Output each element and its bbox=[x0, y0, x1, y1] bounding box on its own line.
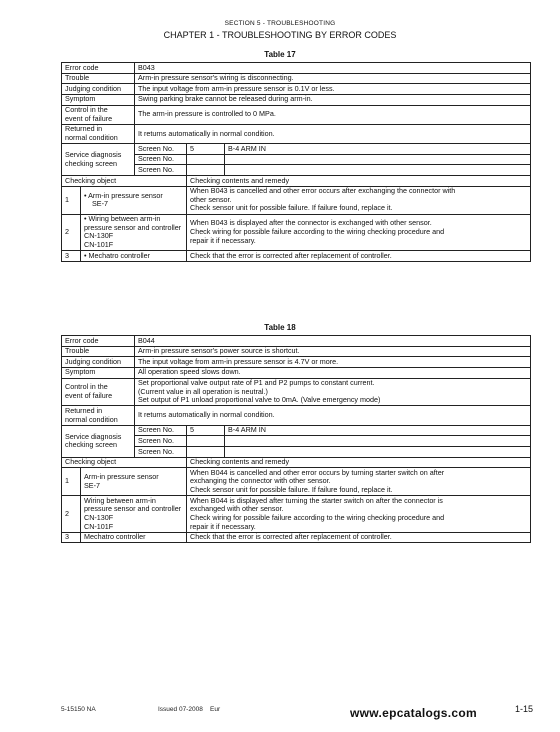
table-18-caption: Table 18 bbox=[264, 323, 296, 332]
footer-language: Eur bbox=[210, 706, 221, 713]
table-row bbox=[62, 73, 531, 84]
judging-label: Judging condition bbox=[62, 357, 135, 368]
table-row bbox=[62, 186, 531, 214]
table-row bbox=[62, 124, 531, 143]
trouble-label: Trouble bbox=[62, 73, 135, 84]
screen-label: Screen No. bbox=[135, 154, 187, 165]
footer-issued: Issued 07-2008 bbox=[158, 706, 203, 713]
symptom-value: All operation speed slows down. bbox=[135, 367, 531, 378]
table-row bbox=[62, 251, 531, 262]
table-row bbox=[62, 357, 531, 368]
trouble-value: Arm-in pressure sensor's power source is shortcut. bbox=[135, 346, 531, 357]
check-object: • Arm-in pressure sensor SE-7 bbox=[81, 186, 187, 214]
check-number: 2 bbox=[62, 214, 81, 251]
symptom-label: Symptom bbox=[62, 94, 135, 105]
table-row bbox=[62, 457, 531, 468]
control-value: The arm-in pressure is controlled to 0 MPa. bbox=[135, 105, 531, 124]
check-remedy: When B043 is displayed after the connector is exchanged with other sensor. Check wiring for possible failure according to the wiring checking procedure and repair it if necessary. bbox=[187, 214, 531, 251]
check-remedy: Check that the error is corrected after replacement of controller. bbox=[187, 251, 531, 262]
screen-no: 5 bbox=[187, 144, 225, 155]
screen-label: Screen No. bbox=[135, 447, 187, 458]
table-row bbox=[62, 425, 531, 436]
error-code-label: Error code bbox=[62, 336, 135, 347]
returned-label: Returned in normal condition bbox=[62, 124, 135, 143]
check-number: 3 bbox=[62, 251, 81, 262]
screen-label: Screen No. bbox=[135, 425, 187, 436]
footer-doc-number: 5-15150 NA bbox=[61, 706, 96, 713]
screen-item: B-4 ARM IN bbox=[225, 425, 531, 436]
control-label: Control in the event of failure bbox=[62, 378, 135, 406]
judging-value: The input voltage from arm-in pressure sensor is 4.7V or more. bbox=[135, 357, 531, 368]
judging-label: Judging condition bbox=[62, 84, 135, 95]
screen-item bbox=[225, 165, 531, 176]
check-remedy: When B044 is displayed after turning the starter switch on after the connector is exchanged with other sensor. Check wiring for possible failure according to the wiring checking procedure and repair it if necessary. bbox=[187, 496, 531, 533]
table-row bbox=[62, 94, 531, 105]
table-row bbox=[62, 105, 531, 124]
table-row bbox=[62, 406, 531, 425]
table-row bbox=[62, 63, 531, 74]
page-number: 1-15 bbox=[515, 704, 534, 714]
returned-value: It returns automatically in normal condition. bbox=[135, 406, 531, 425]
checking-object-header: Checking object bbox=[62, 457, 187, 468]
checking-object-header: Checking object bbox=[62, 176, 187, 187]
returned-value: It returns automatically in normal condition. bbox=[135, 124, 531, 143]
screen-item bbox=[225, 154, 531, 165]
control-value: Set proportional valve output rate of P1 and P2 pumps to constant current. (Current value in all operation is neutral.) Set output of P1 unload proportional valve to 0mA. (Valve emergency mode) bbox=[135, 378, 531, 406]
table-row bbox=[62, 496, 531, 533]
service-label: Service diagnosis checking screen bbox=[62, 425, 135, 457]
check-remedy: When B043 is cancelled and other error occurs after exchanging the connector with other sensor. Check sensor unit for possible failure. If failure found, replace it. bbox=[187, 186, 531, 214]
check-number: 1 bbox=[62, 468, 81, 496]
screen-item bbox=[225, 436, 531, 447]
table-row bbox=[62, 144, 531, 155]
table-row bbox=[62, 346, 531, 357]
screen-no: 5 bbox=[187, 425, 225, 436]
screen-item bbox=[225, 447, 531, 458]
trouble-value: Arm-in pressure sensor's wiring is disconnecting. bbox=[135, 73, 531, 84]
table-row bbox=[62, 336, 531, 347]
error-code-value: B043 bbox=[135, 63, 531, 74]
error-code-label: Error code bbox=[62, 63, 135, 74]
screen-no bbox=[187, 154, 225, 165]
section-title: SECTION 5 - TROUBLESHOOTING bbox=[224, 20, 336, 27]
check-number: 1 bbox=[62, 186, 81, 214]
table-row bbox=[62, 532, 531, 543]
screen-no bbox=[187, 436, 225, 447]
error-table-b043 bbox=[61, 62, 531, 262]
screen-label: Screen No. bbox=[135, 165, 187, 176]
check-number: 3 bbox=[62, 532, 81, 543]
error-table-b044 bbox=[61, 335, 531, 543]
symptom-value: Swing parking brake cannot be released during arm-in. bbox=[135, 94, 531, 105]
screen-item: B-4 ARM IN bbox=[225, 144, 531, 155]
table-row bbox=[62, 468, 531, 496]
check-number: 2 bbox=[62, 496, 81, 533]
table-row bbox=[62, 367, 531, 378]
table-row bbox=[62, 176, 531, 187]
returned-label: Returned in normal condition bbox=[62, 406, 135, 425]
service-label: Service diagnosis checking screen bbox=[62, 144, 135, 176]
screen-label: Screen No. bbox=[135, 436, 187, 447]
chapter-title: CHAPTER 1 - TROUBLESHOOTING BY ERROR CODES bbox=[163, 30, 397, 40]
check-object: Mechatro controller bbox=[81, 532, 187, 543]
judging-value: The input voltage from arm-in pressure sensor is 0.1V or less. bbox=[135, 84, 531, 95]
checking-contents-header: Checking contents and remedy bbox=[187, 176, 531, 187]
page-header bbox=[0, 20, 560, 40]
table-row bbox=[62, 214, 531, 251]
symptom-label: Symptom bbox=[62, 367, 135, 378]
check-object: • Mechatro controller bbox=[81, 251, 187, 262]
screen-no bbox=[187, 165, 225, 176]
check-object: Arm-in pressure sensor SE-7 bbox=[81, 468, 187, 496]
table-row bbox=[62, 84, 531, 95]
error-code-value: B044 bbox=[135, 336, 531, 347]
table-17-caption: Table 17 bbox=[264, 50, 296, 59]
check-remedy: Check that the error is corrected after replacement of controller. bbox=[187, 532, 531, 543]
check-object: • Wiring between arm-in pressure sensor and controller CN-130F CN-101F bbox=[81, 214, 187, 251]
table-row bbox=[62, 378, 531, 406]
screen-no bbox=[187, 447, 225, 458]
screen-label: Screen No. bbox=[135, 144, 187, 155]
control-label: Control in the event of failure bbox=[62, 105, 135, 124]
trouble-label: Trouble bbox=[62, 346, 135, 357]
check-remedy: When B044 is cancelled and other error occurs by turning starter switch on after exchanging the connector with other sensor. Check sensor unit for possible failure. If failure found, replace it. bbox=[187, 468, 531, 496]
check-object: Wiring between arm-in pressure sensor and controller CN-130F CN-101F bbox=[81, 496, 187, 533]
watermark-link[interactable]: www.epcatalogs.com bbox=[350, 706, 477, 720]
checking-contents-header: Checking contents and remedy bbox=[187, 457, 531, 468]
